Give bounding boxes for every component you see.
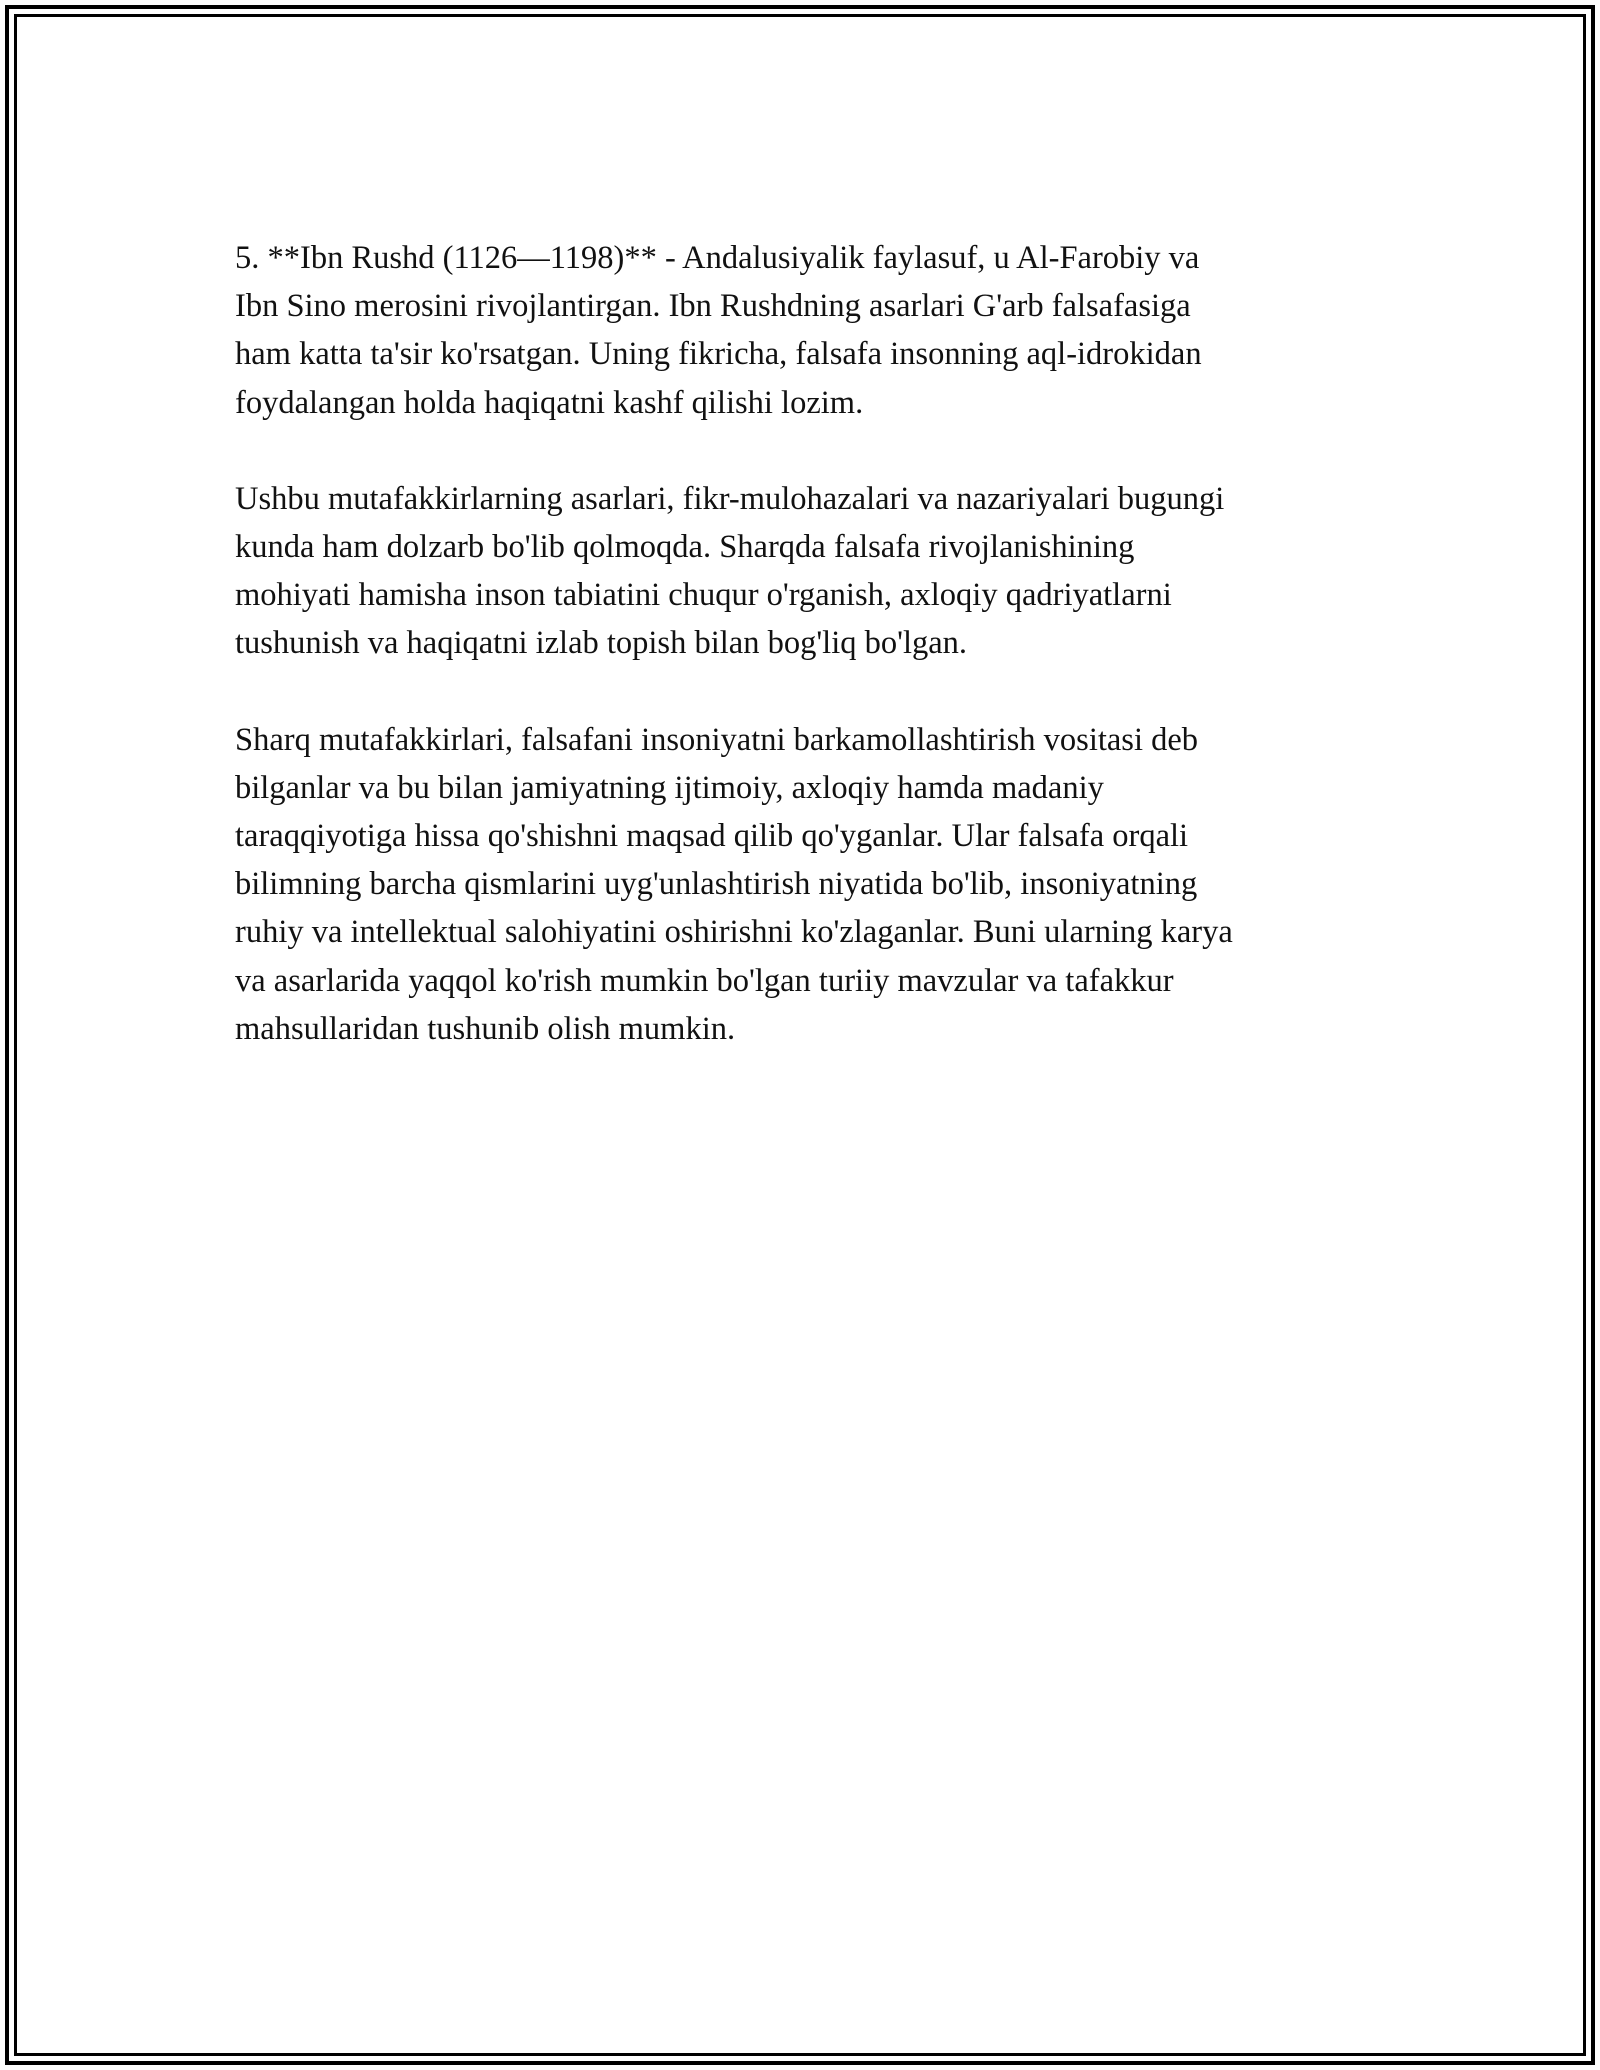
paragraph-ibn-rushd: 5. **Ibn Rushd (1126—1198)** - Andalusiyalik faylasuf, u Al-Farobiy va Ibn Sino merosini rivojlantirgan. Ibn Rushdning asarlari G'arb falsafasiga ham katta ta'sir ko'rsatgan. Uning fikricha, falsafa insonning aql-idrokidan foydalangan holda haqiqatni kashf qilishi lozim. (235, 240, 1202, 421)
paragraph-thinkers-works: Ushbu mutafakkirlarning asarlari, fikr-mulohazalari va nazariyalari bugungi kunda ham dolzarb bo'lib qolmoqda. Sharqda falsafa rivojlanishining mohiyati hamisha inson tabiatini chuqur o'rganish, axloqiy qadriyatlarni tushunish va haqiqatni izlab topish bilan bog'liq bo'lgan. (235, 480, 1225, 662)
document-body (235, 234, 1370, 1101)
paragraph-eastern-thinkers: Sharq mutafakkirlari, falsafani insoniyatni barkamollashtirish vositasi deb bilganlar va bu bilan jamiyatning ijtimoiy, axloqiy hamda madaniy taraqqiyotiga hissa qo'shishni maqsad qilib qo'yganlar. Ular falsafa orqali bilimning barcha qismlarini uyg'unlashtirish niyatida bo'lib, insoniyatning ruhiy va intellektual salohiyatini oshirishni ko'zlaganlar. Buni ularning karya va asarlarida yaqqol ko'rish mumkin bo'lgan turiiy mavzular va tafakkur mahsullaridan tushunib olish mumkin. (235, 721, 1233, 1047)
